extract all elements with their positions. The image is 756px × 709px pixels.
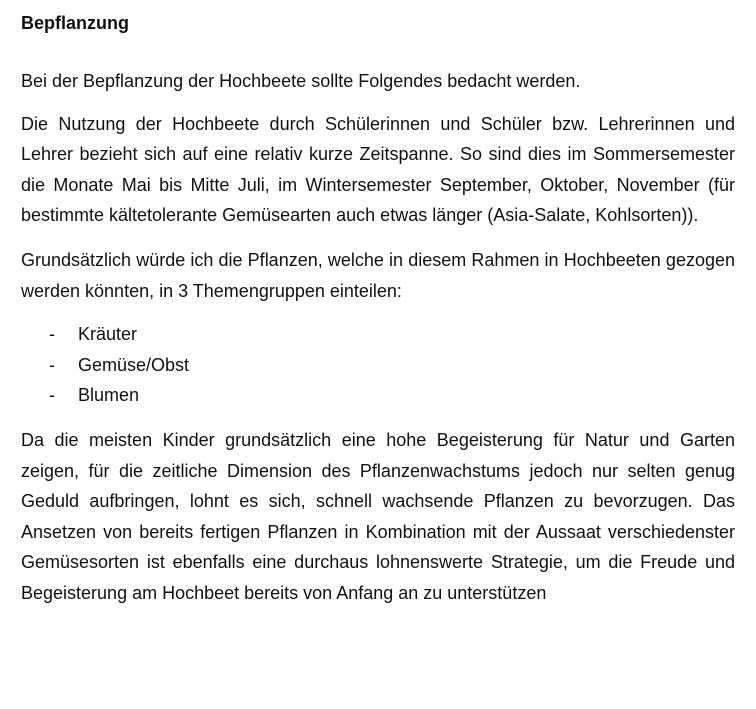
list-bullet: - — [49, 385, 55, 406]
paragraph-usage-period: Die Nutzung der Hochbeete durch Schülerinnen und Schüler bzw. Lehrerinnen und Lehrer bezieht sich auf eine relativ kurze Zeitspanne. So sind dies im Sommersemester die Monate Mai bis Mitte Juli, im Wintersemester September, Oktober, November (für bestimmte kältetolerante Gemüsearten auch etwas länger (Asia-Salate, Kohlsorten)). — [21, 113, 735, 226]
paragraph-conclusion: Da die meisten Kinder grundsätzlich eine hohe Begeisterung für Natur und Garten zeigen, für die zeitliche Dimension des Pflanzenwachstums jedoch nur selten genug Geduld aufbringen, lohnt es sich, schnell wachsende Pflanzen zu bevorzugen. Das Ansetzen von bereits fertigen Pflanzen in Kombination mit der Aussaat verschiedenster Gemüsesorten ist ebenfalls eine durchaus lohnenswerte Strategie, um die Freude und Begeisterung am Hochbeet bereits von Anfang an zu unterstützen — [21, 429, 735, 603]
theme-group-list — [21, 319, 735, 411]
list-item-label: Gemüse/Obst — [78, 354, 190, 375]
list-bullet: - — [49, 354, 55, 375]
paragraph-intro: Bei der Bepflanzung der Hochbeete sollte Folgendes bedacht werden. — [21, 71, 581, 91]
list-item — [49, 319, 735, 350]
list-item-label: Kräuter — [78, 324, 138, 345]
list-item — [49, 350, 735, 381]
list-item — [49, 380, 735, 411]
list-item-label: Blumen — [78, 385, 140, 406]
document-title: Bepflanzung — [21, 13, 129, 33]
list-bullet: - — [49, 324, 55, 345]
paragraph-theme-groups: Grundsätzlich würde ich die Pflanzen, welche in diesem Rahmen in Hochbeeten gezogen werden könnten, in 3 Themengruppen einteilen: — [21, 249, 735, 301]
